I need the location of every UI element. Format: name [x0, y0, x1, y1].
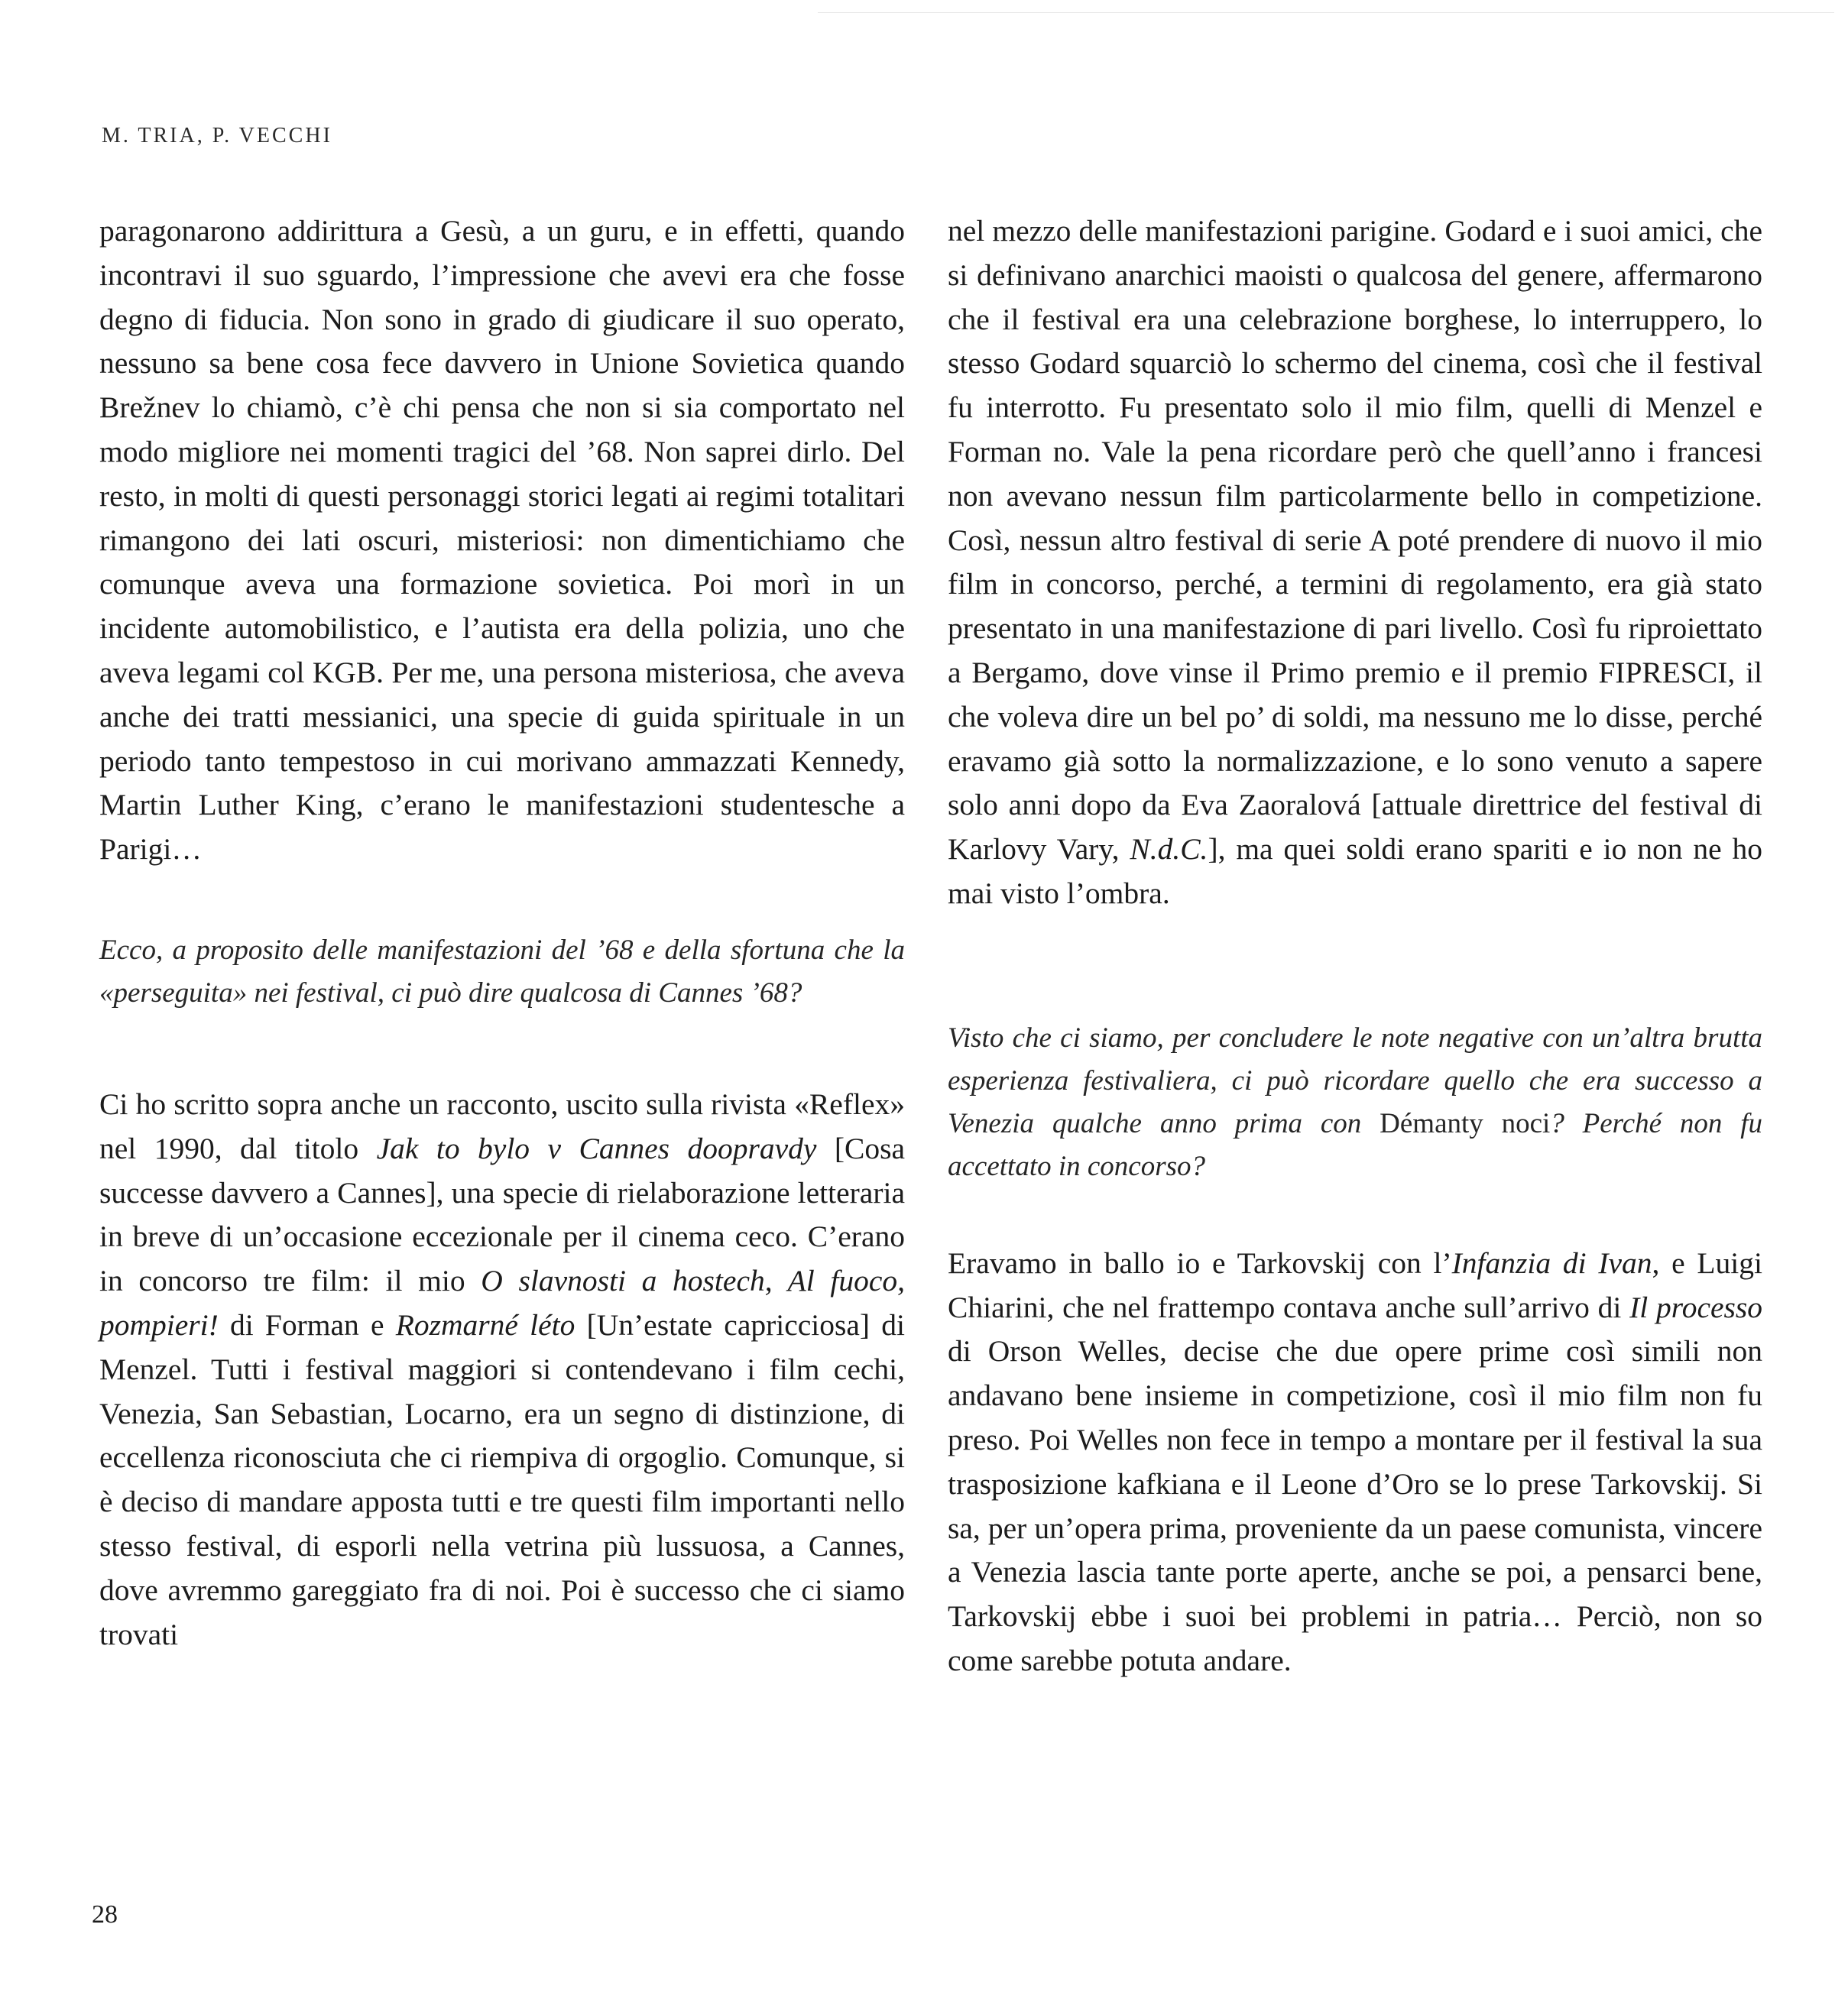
question-text: ? Perché non fu accettato in concorso?	[948, 1107, 1762, 1182]
answer-text: [Un’estate capricciosa] di Menzel. Tutti i festival maggiori si contendevano i film cechi, Venezia, San Sebastian, Locarno, era un segno di distinzione, di eccellenza riconosciuta che ci riempiva di orgoglio. Comunque, si è deciso di mandare apposta tutti e tre questi film importanti nello stesso festival, di esporli nella vetrina più lussuosa, a Cannes, dove avremmo gareggiato fra di noi. Poi è successo che ci siamo trovati	[99, 1307, 905, 1651]
film-title: Démanty noci	[1380, 1107, 1551, 1139]
answer-text: nel mezzo delle manifestazioni parigine. Godard e i suoi amici, che si definivano anarchici maoisti o qualcosa del genere, affermarono che il festival era una celebrazione borghese, lo interruppero, lo stesso Godard squarciò lo schermo del cinema, così che il festival fu interrotto. Fu presentato solo il mio film, quelli di Menzel e Forman no. Vale la pena ricordare però che quell’anno i francesi non avevano nessun film particolarmente bello in competizione. Così, nessun altro festival di serie A poté prendere di nuovo il mio film in concorso, perché, a termini di regolamento, era già stato presentato in una manifestazione di pari livello. Così fu riproiettato a Bergamo, dove vinse il Primo premio e il premio FIPRESCI, il che voleva dire un bel po’ di soldi, ma nessuno me lo disse, perché eravamo già sotto la normalizzazione, e lo sono venuto a sapere solo anni dopo da Eva Zaoralová [attuale direttrice del festival di Karlovy Vary,	[948, 214, 1762, 867]
answer-text: [Cosa successe davvero a Cannes], una specie di rielaborazione letteraria in breve di un’occasione eccezionale per il cinema ceco. C’erano in concorso tre film: il mio	[99, 1131, 905, 1298]
story-title: Jak to bylo v Cannes doopravdy	[376, 1131, 817, 1165]
interview-question-cannes-68: Ecco, a proposito delle manifestazioni del ’68 e della sfortuna che la «perseguita» nei festival, ci può dire qualcosa di Cannes ’68?	[99, 934, 905, 1009]
answer-text: di Orson Welles, decise che due opere prime così simili non andavano bene insieme in competizione, così il mio film non fu preso. Poi Welles non fece in tempo a montare per il festival la sua trasposizione kafkiana e il Leone d’Oro se lo prese Tarkovskij. Si sa, per un’opera prima, proveniente da un paese comunista, vincere a Venezia lascia tante porte aperte, anche se poi, a pensarci bene, Tarkovskij ebbe i suoi bei problemi in patria… Perciò, non so come sarebbe potuta andare.	[948, 1334, 1762, 1677]
answer-text: Ci ho scritto sopra anche un racconto, uscito sulla rivista «Reflex» nel 1990, dal titolo	[99, 1087, 905, 1165]
answer-cannes-68	[99, 1083, 905, 1657]
left-paragraph-continuation: paragonarono addirittura a Gesù, a un guru, e in effetti, quando incontravi il suo sguardo, l’impressione che avevi era che fosse degno di fiducia. Non sono in grado di giudicare il suo operato, nessuno sa bene cosa fece davvero in Unione Sovietica quando Brežnev lo chiamò, c’è chi pensa che non si sia comportato nel modo migliore nei momenti tragici del ’68. Non saprei dirlo. Del resto, in molti di questi personaggi storici legati ai regimi totalitari rimangono dei lati oscuri, misteriosi: non dimentichiamo che comunque aveva una formazione sovietica. Poi morì in un incidente automobilistico, e l’autista era della polizia, uno che aveva legami col KGB. Per me, una persona misteriosa, che aveva anche dei tratti messianici, una specie di guida spirituale in un periodo tanto tempestoso in cui morivano ammazzati Kennedy, Martin Luther King, c’erano le manifestazioni studentesche a Parigi…	[99, 214, 905, 867]
answer-text: Eravamo in ballo io e Tarkovskij con l’	[948, 1246, 1452, 1280]
left-column	[99, 209, 905, 1657]
right-paragraph-continuation	[948, 209, 1762, 916]
interview-question-venezia	[948, 1017, 1762, 1188]
scan-edge-line	[818, 12, 1834, 13]
question-text: Visto che ci siamo, per concludere le note negative con un’altra brutta esperienza festivaliera, ci può ricordare quello che era successo a Venezia qualche anno prima con	[948, 1022, 1762, 1139]
right-column	[948, 209, 1762, 1683]
answer-text: di Forman e	[218, 1307, 396, 1342]
answer-text: , e Luigi Chiarini, che nel frattempo contava anche sull’arrivo di	[948, 1246, 1763, 1324]
answer-venezia	[948, 1242, 1762, 1683]
running-head: M. TRIA, P. VECCHI	[102, 124, 332, 147]
film-title: O slavnosti a hostech, Al fuoco, pompieri!	[99, 1264, 905, 1342]
editor-note: N.d.C.	[1130, 832, 1208, 867]
film-title: Infanzia di Ivan	[1451, 1246, 1652, 1280]
film-title: Il processo	[1629, 1290, 1763, 1324]
page-number: 28	[92, 1900, 118, 1929]
answer-text: ], ma quei soldi erano spariti e io non ne ho mai visto l’ombra.	[948, 832, 1762, 910]
film-title: Rozmarné léto	[395, 1307, 575, 1342]
